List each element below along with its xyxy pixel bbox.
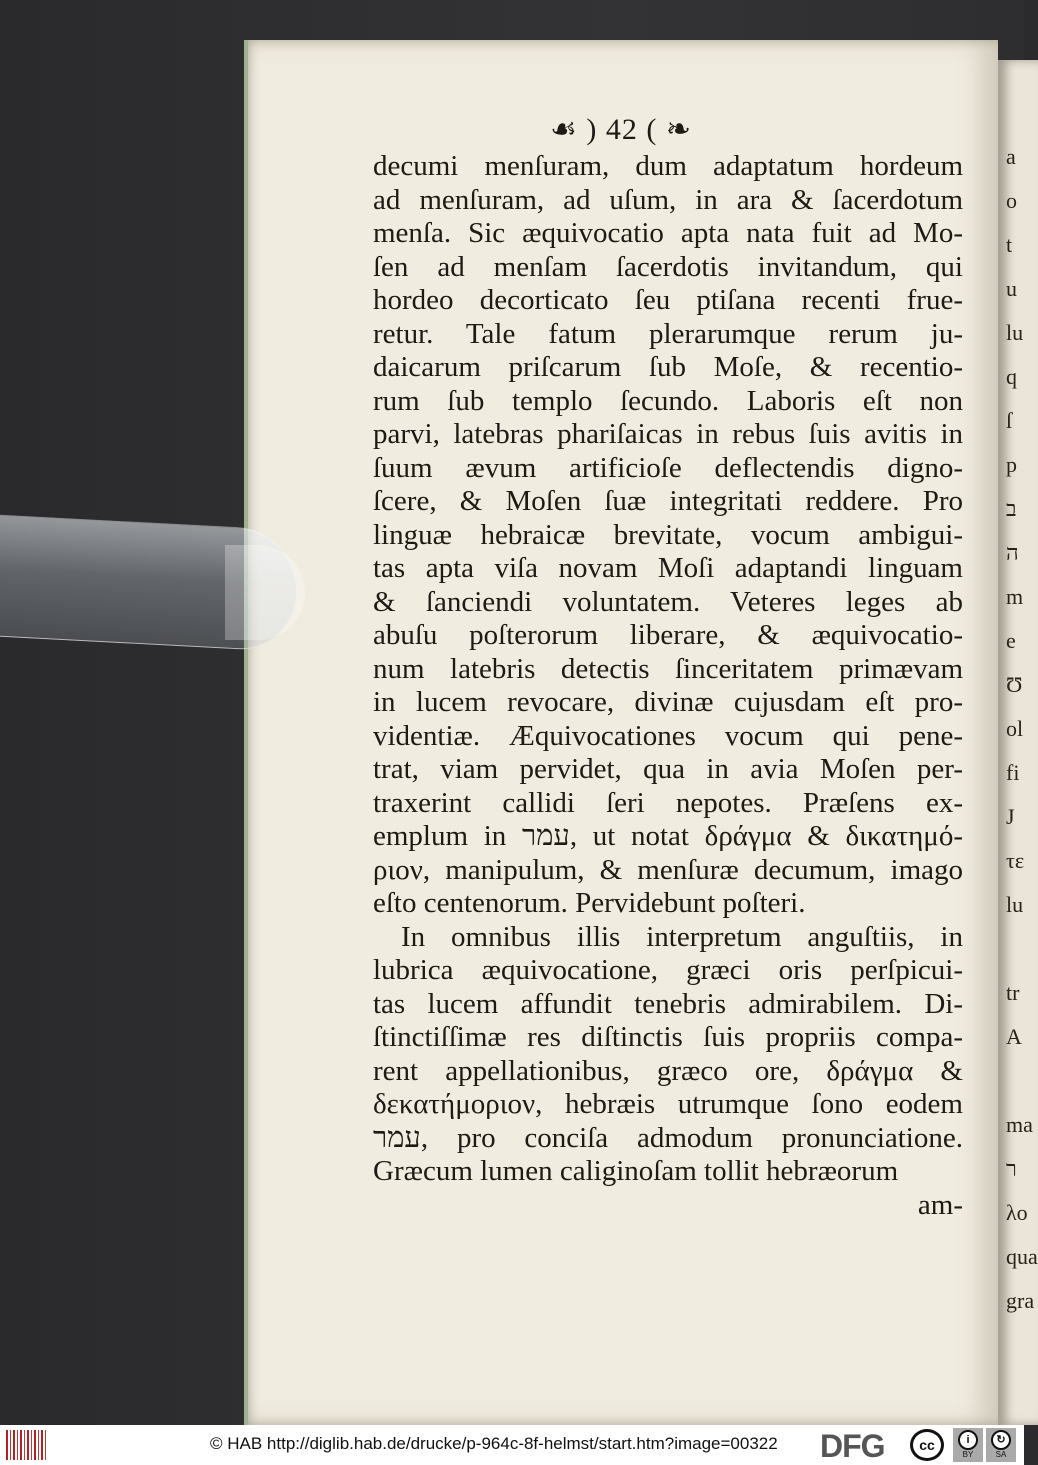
text-line: am- — [917, 1188, 963, 1221]
person-icon: i — [958, 1430, 978, 1450]
margin-fragment: m — [1006, 584, 1024, 609]
margin-fragment: tr — [1006, 980, 1020, 1005]
margin-fragment: ol — [1006, 716, 1024, 741]
margin-fragment: e — [1006, 628, 1016, 653]
text-line: rum ſub templo ſecundo. Laboris eſt non — [373, 384, 963, 417]
cc-sa-label: SA — [995, 1450, 1007, 1459]
text-line: & ſanciendi voluntatem. Veteres leges ab — [373, 585, 963, 618]
margin-fragment: ma — [1006, 1112, 1033, 1137]
text-line: Græcum lumen caliginoſam tollit hebræorum — [373, 1155, 899, 1187]
margin-fragment: ה — [1006, 540, 1019, 565]
text-line: in lucem revocare, divinæ cujusdam eſt pro- — [373, 686, 963, 718]
margin-fragment: gra — [1006, 1288, 1035, 1313]
footer-bar — [0, 1425, 1024, 1465]
text-line: עמר, pro conciſa admodum pronunciatione. — [373, 1121, 963, 1154]
text-line: daicarum priſcarum ſub Moſe, & recentio- — [373, 351, 963, 383]
text-line: ſcere, & Moſen ſuæ integritati reddere. Pro — [373, 485, 963, 517]
text-line: In omnibus illis interpretum anguſtiis, in — [401, 920, 963, 953]
text-line: traxerint callidi ſeri nepotes. Præſens ex- — [373, 786, 963, 819]
text-line: decumi menſuram, dum adaptatum hordeum — [373, 150, 963, 182]
page-header: ☙ ) 42 ( ❧ — [549, 113, 692, 146]
text-line: num latebris detectis ſinceritatem primævam — [373, 652, 963, 685]
margin-fragment: ſ — [1006, 408, 1013, 433]
text-line: menſa. Sic æquivocatio apta nata fuit ad Mo- — [373, 217, 963, 249]
margin-fragment: Ʊ — [1006, 672, 1023, 697]
text-line: lubrica æquivocatione, græci oris perſpicui- — [373, 954, 963, 986]
text-line: ad menſuram, ad uſum, in ara & ſacerdotum — [373, 183, 963, 216]
margin-fragment: q — [1006, 364, 1017, 389]
text-line: linguæ hebraicæ brevitate, vocum ambigui- — [373, 518, 963, 551]
next-page-margin-text — [1006, 140, 1038, 1328]
margin-fragment: lu — [1006, 320, 1024, 345]
text-line: ριον, manipulum, & menſuræ decumum, imago — [373, 853, 963, 886]
text-line: rent appellationibus, græco ore, δράγμα & — [373, 1054, 963, 1087]
barcode-logo-icon — [6, 1430, 46, 1460]
margin-fragment: ב — [1006, 496, 1017, 521]
copyright-link[interactable]: © HAB http://diglib.hab.de/drucke/p-964c-8f-helmst/start.htm?image=00322 — [210, 1434, 778, 1453]
text-line: trat, viam pervidet, qua in avia Moſen per- — [373, 753, 963, 785]
cc-sa-icon[interactable] — [986, 1428, 1016, 1462]
text-line: hordeo decorticato ſeu ptiſana recenti frue- — [373, 284, 963, 316]
text-line: emplum in עמר, ut notat δράγμα & δικατημό- — [373, 820, 964, 852]
margin-fragment: ר — [1006, 1156, 1017, 1181]
margin-fragment: a — [1006, 144, 1016, 169]
text-line: tas lucem affundit tenebris admirabilem. Di- — [373, 987, 963, 1020]
text-line: ſtinctiſſimæ res diſtinctis ſuis propriis compa- — [373, 1021, 963, 1053]
page-edge — [244, 40, 248, 1425]
text-line: retur. Tale fatum plerarumque rerum ju- — [373, 317, 963, 350]
text-line: abuſu poſterorum liberare, & æquivocatio- — [373, 619, 963, 651]
margin-fragment: u — [1006, 276, 1017, 301]
dfg-logo[interactable]: DFG — [820, 1428, 885, 1464]
text-line: ſen ad menſam ſacerdotis invitandum, qui — [373, 250, 963, 283]
text-line: ſuum ævum artificioſe deflectendis digno- — [373, 451, 963, 484]
creative-commons-icon[interactable]: cc — [910, 1429, 944, 1461]
margin-fragment: o — [1006, 188, 1017, 213]
page-body-text — [373, 150, 963, 1222]
margin-fragment: A — [1006, 1024, 1022, 1049]
text-line: δεκατήμοριον, hebræis utrumque ſono eodem — [373, 1088, 963, 1120]
margin-fragment: lu — [1006, 892, 1024, 917]
text-line: eſto centenorum. Pervidebunt poſteri. — [373, 887, 806, 919]
text-line: parvi, latebras phariſaicas in rebus ſuis avitis in — [373, 418, 963, 450]
margin-fragment: fi — [1006, 760, 1020, 785]
margin-fragment: p — [1006, 452, 1017, 477]
margin-fragment: qua — [1006, 1244, 1038, 1269]
margin-fragment — [1006, 932, 1024, 976]
margin-fragment: t — [1006, 232, 1013, 257]
cc-by-icon[interactable] — [953, 1428, 983, 1462]
margin-fragment: J — [1006, 804, 1015, 829]
margin-fragment: τε — [1006, 848, 1025, 873]
text-line: videntiæ. Æquivocationes vocum qui pene- — [373, 719, 963, 752]
margin-fragment — [1006, 1064, 1024, 1108]
margin-fragment: λο — [1006, 1200, 1028, 1225]
cc-by-label: BY — [962, 1450, 974, 1459]
share-alike-icon: ↻ — [991, 1430, 1011, 1450]
text-line: tas apta viſa novam Moſi adaptandi linguam — [373, 552, 963, 584]
